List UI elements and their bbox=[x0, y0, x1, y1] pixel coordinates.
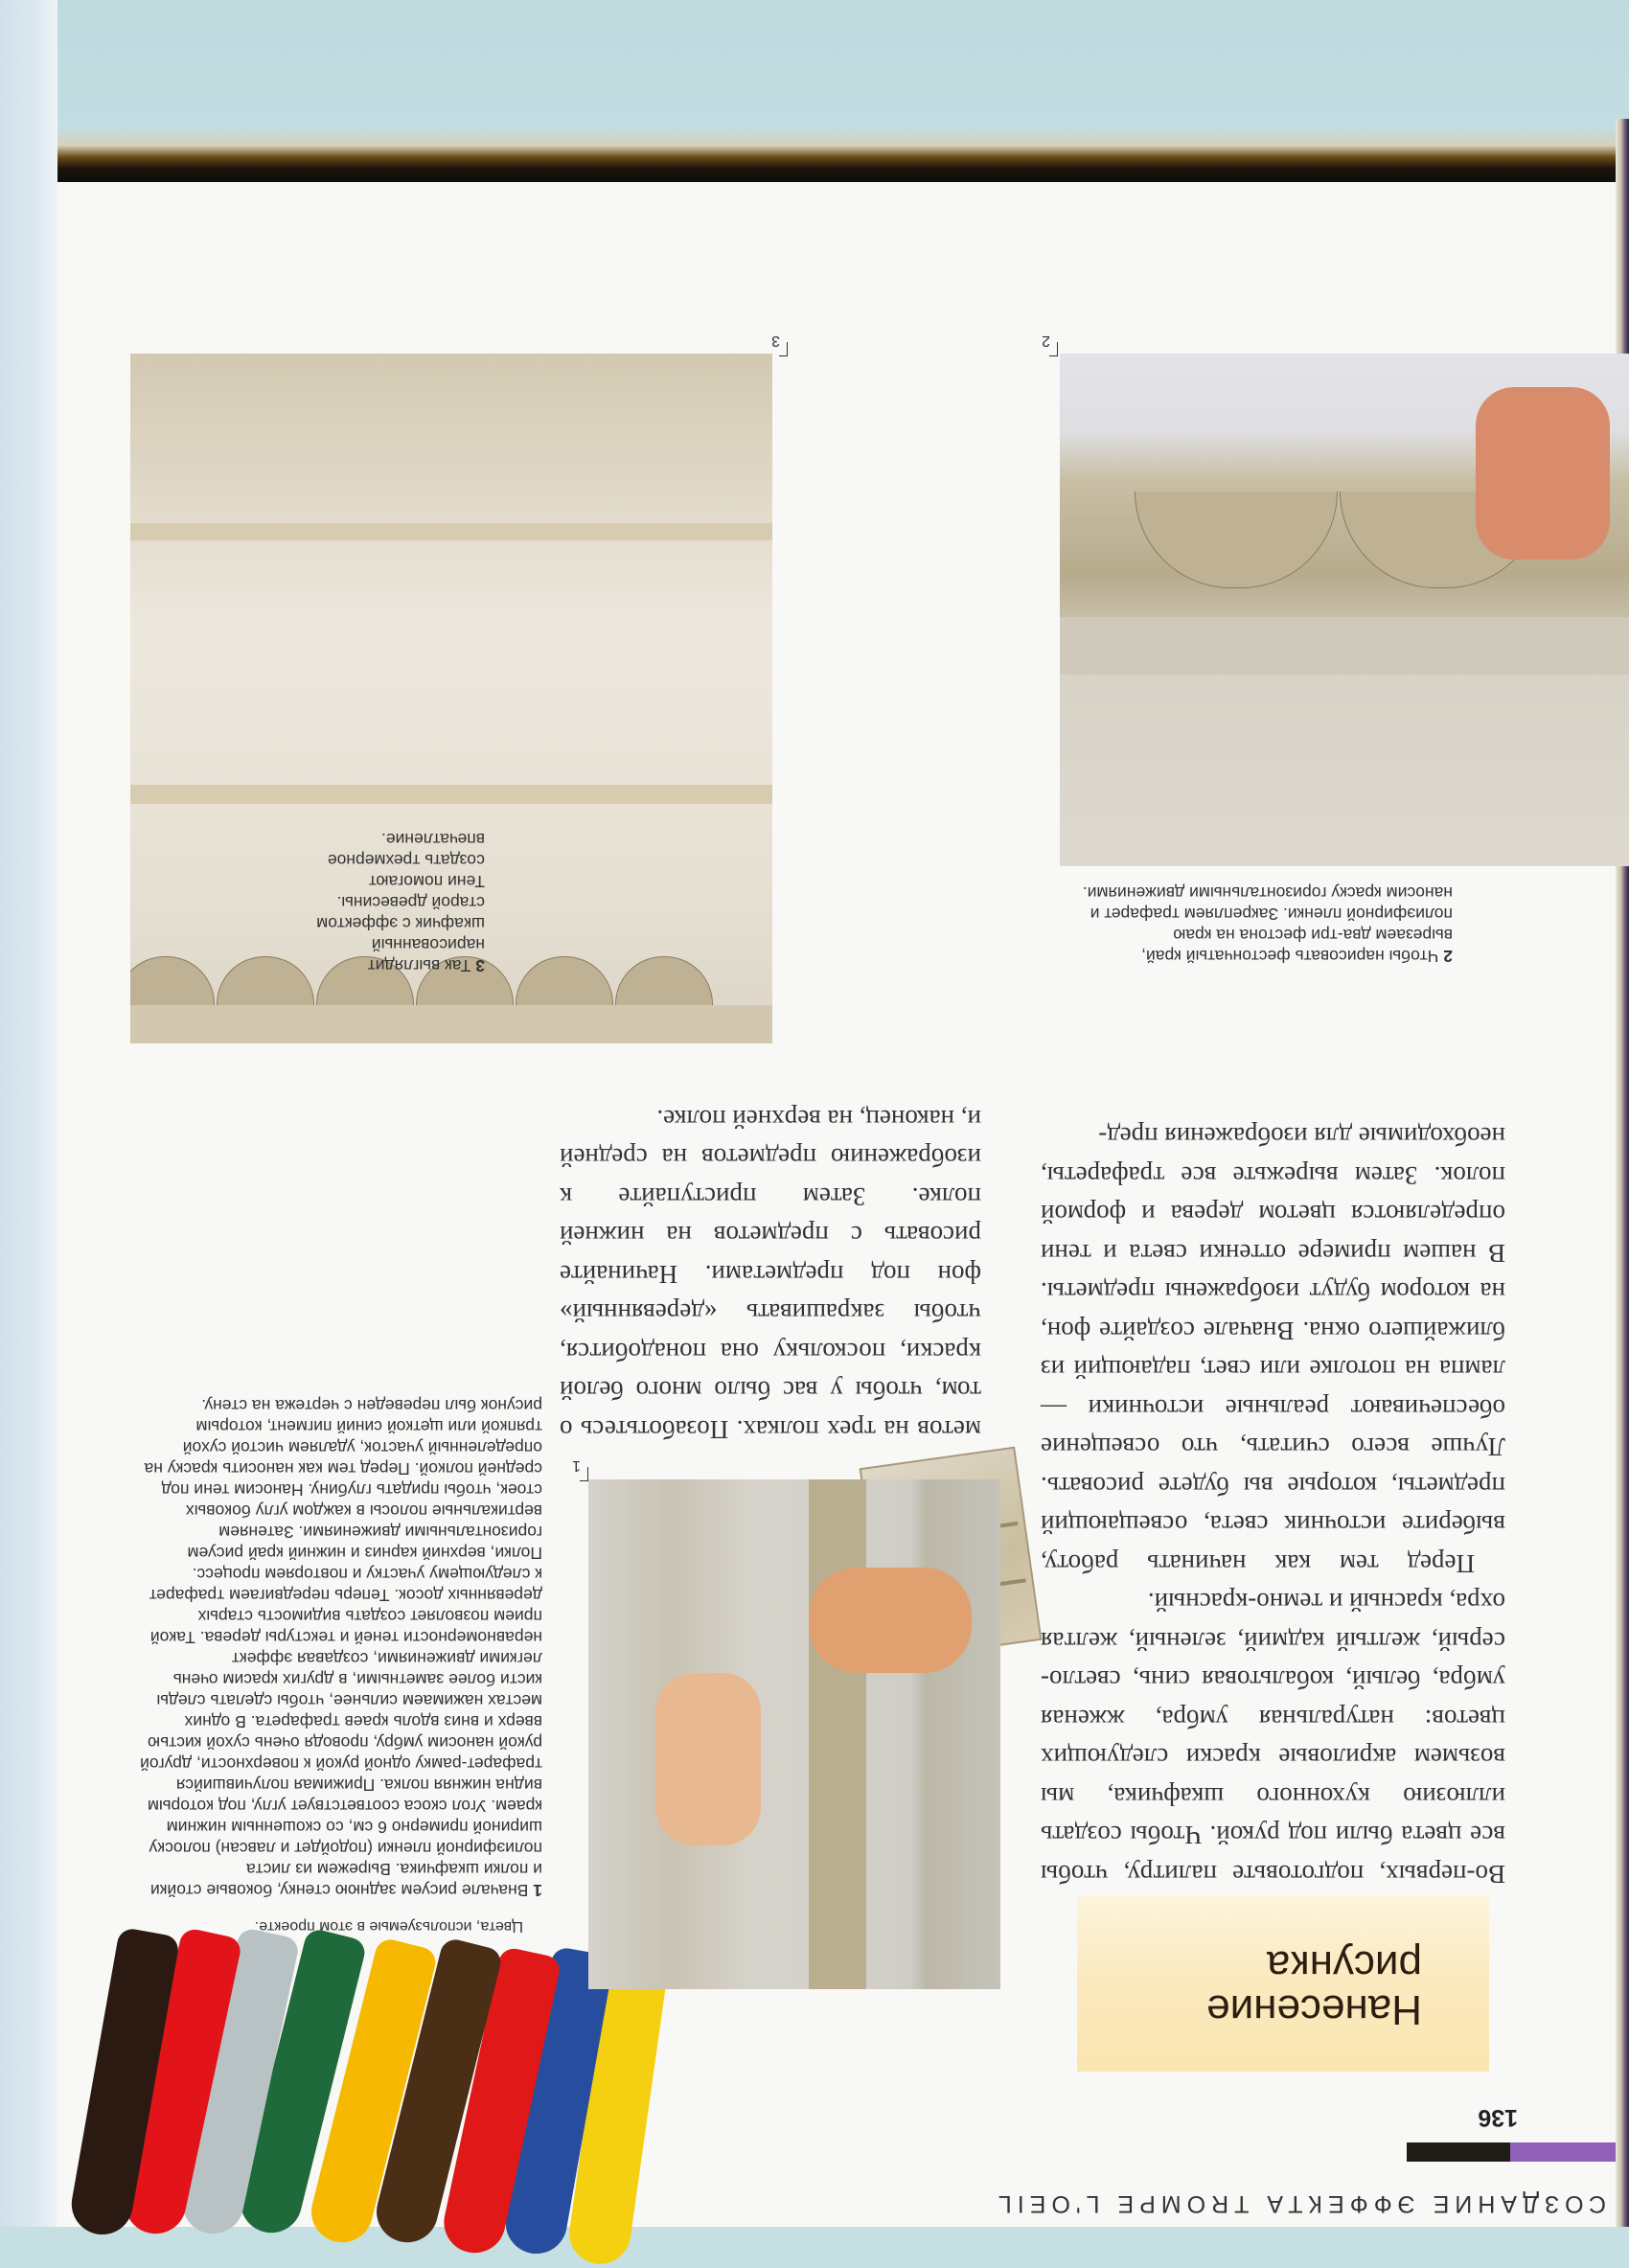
caption-step-number: 3 bbox=[475, 956, 485, 975]
scanner-background bbox=[0, 0, 1629, 186]
accent-bar-black bbox=[1407, 2142, 1510, 2162]
caption-step-number: 2 bbox=[1443, 947, 1453, 966]
body-paragraph: Во-первых, подготовьте палитру, чтобы все цвета были под рукой. Чтобы создать иллюзию кухонного шкафчика, мы возьмем акриловые краски следующих цветов: натуральная умбра, жженая умбра, белый, кобальтовая синь, светло-серый, желтый кадмий, зеленый, желтая охра, красный и темно-красный. bbox=[1041, 1588, 1505, 1889]
photo-step-2-scallop bbox=[1060, 354, 1629, 866]
book-page bbox=[57, 182, 1616, 2227]
photo-2-label: 2 bbox=[1042, 332, 1050, 349]
caption-step-1 bbox=[140, 1395, 542, 1901]
photo-1-label: 1 bbox=[572, 1457, 581, 1474]
section-title-line1: Нанесение bbox=[1206, 1986, 1422, 2033]
body-paragraph: метов на трех полках. Позаботьтесь о том, чтобы у вас было много белой краски, поскольку она понадобится, чтобы закрашивать «деревянный» фон под предметами. Начинайте рисовать с предметов на нижней полке. Затем приступайте к изображению предметов на средней и, наконец, на верхней полке. bbox=[560, 1105, 981, 1444]
section-title bbox=[1206, 1943, 1422, 2031]
photo-3-label: 3 bbox=[771, 332, 780, 349]
section-title-line2: рисунка bbox=[1266, 1942, 1422, 1989]
body-paragraph: Перед тем как начинать работу, выберите источник света, освещающий предметы, которые вы будете рисовать. Лучше всего считать, что освещение обеспечивают реальные источники — лампа на потолке или свет, падающий из ближайшего окна. Вначале создайте фон, на котором будут изображены предметы. В нашем примере оттенки света и тени определяются цветом дерева и формой полок. Затем вырежьте все трафареты, необходимые для изображения пред- bbox=[1041, 1122, 1505, 1578]
caption-text: Чтобы нарисовать фестончатый край, вырезаем два-три фестона на краю полиэфирной пленки. Закрепляем трафарет и наносим краску горизонтальными движениями. bbox=[1082, 883, 1453, 966]
section-title-box bbox=[1077, 1895, 1489, 2072]
caption-text: Вначале рисуем заднюю стенку, боковые стойки и полки шкафчика. Вырежем из листа полиэфирной пленки (подойдет и лавсан) полоску шириной примерно 6 см, со скошенным нижним краем. Угол скоса соответствует углу, под которым видна нижняя полка. Прижимая получившийся трафарет-рамку одной рукой к поверхности, другой рукой наносим умбру, проводя очень сухой кистью вверх и вниз вдоль краев трафарета. В одних местах нажимаем сильнее, чтобы сделать следы кисти более заметными, в других красим очень легкими движениями, создавая эффект неравномерности теней и текстуры дерева. Такой прием позволяет создать видимость старых деревянных досок. Теперь передвигаем трафарет к следующему участку и повторяем процесс. Полки, верхний карниз и нижний край рисуем горизонтальными движениями. Затеняем вертикальные полосы в каждом углу боковых стоек, чтобы придать глубину. Наносим тени под средней полкой. Перед тем как наносить краску на определенный участок, удаляем чистой сухой тряпкой или щеткой синий пигмент, которым рисунок был переведен с чертежа на стену. bbox=[140, 1396, 542, 1900]
photo-step-1-stencil bbox=[588, 1479, 1000, 1989]
body-text-column-1 bbox=[1041, 1117, 1505, 1893]
paint-palette-strokes bbox=[82, 1939, 648, 2227]
caption-text: Так выглядит нарисованный шкафчик с эффектом старой древесины. Тени помогают создать трехмерное впечатление. bbox=[316, 830, 485, 975]
caption-step-3 bbox=[312, 829, 485, 976]
running-title: СОЗДАНИЕ ЭФФЕКТА TROMPE L'OEIL bbox=[992, 2190, 1606, 2217]
caption-step-2 bbox=[1079, 882, 1453, 967]
accent-bar-purple bbox=[1510, 2142, 1616, 2162]
page-number: 136 bbox=[1478, 2104, 1518, 2131]
body-text-column-2 bbox=[560, 1100, 981, 1450]
caption-step-number: 1 bbox=[533, 1881, 542, 1900]
palette-caption: Цвета, используемые в этом проекте. bbox=[254, 1918, 523, 1935]
scanner-edge bbox=[0, 0, 57, 2227]
